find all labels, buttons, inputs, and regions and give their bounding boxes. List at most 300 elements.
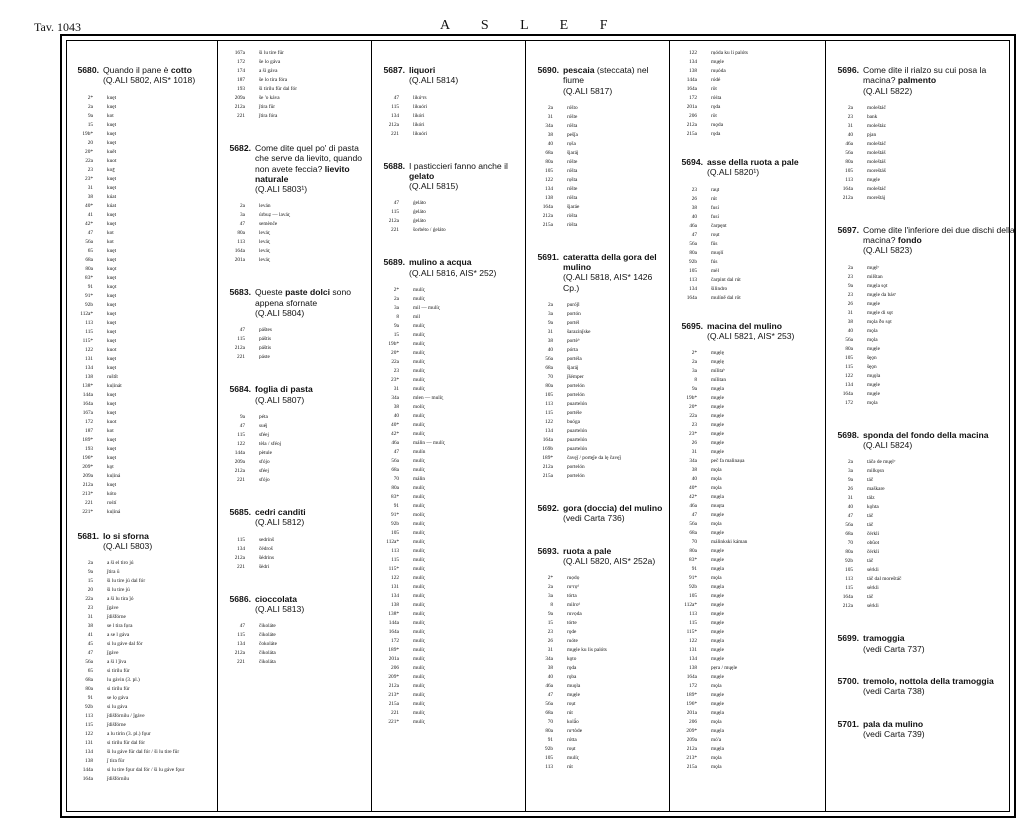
dialect-form: mųęla [711, 710, 724, 717]
dialect-form: suéj [259, 422, 268, 429]
response-row [67, 757, 215, 766]
point-number: 45 [87, 641, 93, 648]
column-divider [217, 41, 218, 811]
dialect-form: mųęle [711, 395, 724, 402]
response-list [219, 536, 369, 572]
point-number: 172 [845, 399, 853, 406]
response-row [671, 103, 823, 112]
response-row [671, 186, 823, 195]
response-row [67, 739, 215, 748]
dialect-form: mųęle [711, 548, 724, 555]
point-number: 189* [388, 647, 399, 654]
dialect-form: kuęt [107, 310, 117, 317]
response-row [373, 520, 523, 529]
response-row [373, 430, 523, 439]
response-row [67, 382, 215, 391]
point-number: 91 [547, 737, 553, 744]
dialect-form: si tirilu fúr [107, 686, 130, 693]
point-number: 15 [87, 121, 93, 128]
point-number: 22a [689, 413, 697, 420]
point-number: 92b [85, 301, 93, 308]
point-number: 122 [85, 731, 93, 738]
dialect-form: moleštáč [867, 140, 886, 147]
dialect-form: mųęle da básᵉ [867, 291, 897, 298]
response-row [671, 457, 823, 466]
entry-title: Queste paste dolci sono appena sfornate [255, 287, 352, 308]
point-number: 40 [691, 213, 697, 220]
dialect-form: kuot [107, 157, 117, 164]
response-row [373, 628, 523, 637]
response-row [671, 691, 823, 700]
response-row [67, 418, 215, 427]
point-number: 134 [85, 364, 93, 371]
point-number: 31 [847, 495, 853, 502]
entry-heading [671, 321, 823, 342]
entry-heading [373, 161, 523, 192]
dialect-form: šèdri [259, 563, 270, 570]
point-number: 122 [85, 346, 93, 353]
dialect-form: mųǫla [867, 372, 881, 379]
dialect-form: kuḷiná [107, 508, 121, 515]
point-number: 196* [686, 701, 697, 708]
response-row [373, 538, 523, 547]
point-number: 47 [547, 692, 553, 699]
dialect-form: mulír̨ [413, 602, 425, 609]
point-number: 40 [393, 413, 399, 420]
response-row [219, 631, 369, 640]
dialect-form: levár̨ [259, 239, 270, 246]
point-number: 9a [848, 282, 853, 289]
entry-heading [827, 430, 1017, 451]
response-row [219, 554, 369, 563]
map-entry [219, 507, 369, 594]
response-row [219, 112, 369, 121]
response-row [527, 619, 667, 628]
response-row [527, 212, 667, 221]
dialect-form: si tirilu fúr [107, 668, 130, 675]
response-row [219, 476, 369, 485]
point-number: 80a [545, 728, 553, 735]
dialect-form: mųęla [711, 386, 724, 393]
response-row [527, 364, 667, 373]
point-number: 91* [391, 512, 399, 519]
point-number: 42* [391, 431, 399, 438]
dialect-form: mulír̨ [413, 575, 425, 582]
dialect-form: mulír̨ [413, 683, 425, 690]
response-row [671, 94, 823, 103]
point-number: 221* [82, 508, 93, 515]
entry-number: 5683. [229, 287, 251, 298]
response-row [373, 217, 523, 226]
response-row [67, 157, 215, 166]
column-5 [671, 49, 823, 772]
dialect-form: páste [259, 354, 270, 361]
point-number: 113 [85, 713, 93, 720]
entry-title: foglia di pasta [255, 384, 313, 395]
column-divider [525, 41, 526, 811]
point-number: 115* [686, 629, 697, 636]
point-number: 23 [547, 629, 553, 636]
point-number: 9a [88, 569, 93, 576]
dialect-form: málin — mulír̨ [413, 440, 445, 447]
dialect-form: si lu gáva [107, 704, 128, 711]
dialect-form: kot [107, 427, 114, 434]
response-row [219, 344, 369, 353]
dialect-form: ruᵒrọᵈ [567, 584, 579, 591]
dialect-form: mulír̨ [413, 467, 425, 474]
response-row [827, 476, 1017, 485]
column-divider [669, 41, 670, 811]
entry-number: 5698. [837, 429, 859, 440]
response-row [827, 548, 1017, 557]
response-row [67, 400, 215, 409]
dialect-form: mulír̨ [413, 368, 425, 375]
dialect-form: tèla / sféoj [259, 440, 282, 447]
dialect-form: portelón [567, 392, 585, 399]
point-number: 2a [240, 203, 245, 210]
dialect-form: mǫla ðo sǫt [867, 318, 892, 325]
point-number: 83* [689, 557, 697, 564]
point-number: 34a [391, 395, 399, 402]
point-number: 26 [547, 638, 553, 645]
dialect-form: kóto [107, 490, 117, 497]
dialect-form: mulír̨ [413, 332, 425, 339]
response-list [373, 286, 523, 727]
response-row [67, 454, 215, 463]
response-row [373, 691, 523, 700]
entry-heading [671, 157, 823, 178]
point-number: 113 [85, 319, 93, 326]
response-row [527, 718, 667, 727]
point-number: 2* [393, 287, 399, 294]
dialect-form: ǰtira fóra [259, 113, 278, 119]
response-list [827, 264, 1017, 408]
response-row [527, 391, 667, 400]
point-number: 80a [391, 485, 399, 492]
dialect-form: kuęt [107, 409, 117, 416]
dialect-form: moleštáš [867, 158, 886, 165]
map-entry [827, 719, 1017, 740]
point-number: 212a [82, 481, 93, 488]
point-number: 23 [691, 186, 697, 193]
point-number: 115 [85, 722, 93, 729]
response-row [219, 229, 369, 238]
response-row [827, 149, 1017, 158]
point-number: 221 [391, 227, 399, 234]
response-row [67, 103, 215, 112]
response-row [527, 328, 667, 337]
dialect-form: ši lu tire für [259, 50, 284, 56]
point-number: 41 [87, 211, 93, 218]
response-row [67, 472, 215, 481]
response-list [219, 622, 369, 667]
point-number: 134 [689, 656, 697, 663]
point-number: 91 [393, 503, 399, 510]
dialect-form: mulír̨ [413, 377, 425, 384]
point-number: 9a [692, 386, 697, 393]
response-row [827, 131, 1017, 140]
dialect-form: mųęla [711, 494, 724, 501]
dialect-form: čarpint dal rút [711, 276, 741, 283]
response-list [827, 104, 1017, 203]
point-number: 47 [393, 200, 399, 207]
dialect-form: mǫla [711, 521, 722, 528]
dialect-form: mųęle [711, 512, 724, 519]
atlas-title: A S L E F [440, 18, 622, 33]
point-number: 15 [393, 332, 399, 339]
entry-heading [219, 594, 369, 615]
response-row [67, 721, 215, 730]
response-row [671, 67, 823, 76]
response-row [671, 130, 823, 139]
dialect-form: mulír̨ [413, 656, 425, 663]
point-number: 134 [845, 381, 853, 388]
map-entry [219, 49, 369, 143]
response-row [827, 291, 1017, 300]
response-list [527, 574, 667, 772]
response-row [527, 655, 667, 664]
point-number: 115 [391, 103, 399, 110]
dialect-form: kuęt [107, 256, 117, 263]
dialect-form: mulír̨ [413, 485, 425, 492]
dialect-form: mųęle [711, 692, 724, 699]
dialect-form: likúᵒrs [413, 94, 427, 101]
dialect-form: mųęle [711, 440, 724, 447]
dialect-form: portéle [567, 410, 582, 417]
dialect-form: mlen — mulír̨ [413, 395, 444, 402]
dialect-form: mųęle ku lis palóts [567, 647, 607, 654]
point-number: 212a [388, 683, 399, 690]
point-number: 144a [82, 391, 93, 398]
point-number: 215a [686, 131, 697, 137]
point-number: 215a [686, 764, 697, 771]
response-row [67, 481, 215, 490]
dialect-form: mǫla [867, 399, 878, 406]
point-number: 46a [391, 440, 399, 447]
response-row [671, 493, 823, 502]
point-number: 80a [845, 345, 853, 352]
dialect-form: čikoláte [259, 623, 276, 630]
response-row [373, 340, 523, 349]
response-row [67, 373, 215, 382]
dialect-form: rǫde [567, 629, 577, 636]
map-entry [827, 676, 1017, 719]
dialect-form: semènče [259, 221, 278, 228]
point-number: 40* [85, 202, 93, 209]
point-number: 8 [694, 377, 697, 384]
column-3 [373, 65, 523, 727]
response-row [827, 104, 1017, 113]
response-row [373, 403, 523, 412]
entry-reference: (Q.ALI 5803) [103, 540, 153, 551]
dialect-form: mil [413, 314, 421, 321]
response-row [373, 709, 523, 718]
entry-reference: (Q.ALI 5821, AIS* 253) [707, 330, 795, 341]
response-row [373, 94, 523, 103]
map-entry [827, 65, 1017, 225]
point-number: 42* [85, 220, 93, 227]
dialect-form: mǫla [711, 476, 722, 483]
point-number: 134 [545, 428, 553, 435]
point-number: 105 [689, 593, 697, 600]
dialect-form: kǫto [567, 656, 577, 663]
point-number: 105 [845, 567, 853, 574]
point-number: 112a* [386, 539, 399, 546]
dialect-form: páštes [259, 327, 272, 334]
dialect-form: mulír̨ [413, 620, 425, 627]
point-number: 172 [689, 95, 697, 101]
entry-reference: (Q.ALI 5822) [863, 85, 913, 96]
dialect-form: puartelón [567, 446, 588, 453]
dialect-form: ši lu tire jú [107, 587, 130, 594]
point-number: 22a [85, 157, 93, 164]
point-number: 164a [542, 203, 553, 210]
dialect-form: mulír̨ [413, 710, 425, 717]
dialect-form: mǫla [867, 336, 878, 343]
dialect-form: rọšta [567, 176, 578, 183]
dialect-form: molír̨ [413, 512, 425, 519]
dialect-form: kuęt [107, 220, 117, 227]
response-row [527, 583, 667, 592]
entry-reference: (Q.ALI 5816, AIS* 252) [409, 267, 497, 278]
point-number: 80a [237, 230, 245, 237]
dialect-form: mǫla [711, 575, 722, 582]
response-row [671, 475, 823, 484]
dialect-form: mųęlę [711, 359, 724, 366]
response-row [671, 736, 823, 745]
entry-reference: (vedi Carta 739) [863, 728, 925, 739]
response-row [67, 355, 215, 364]
entry-number: 5681. [77, 530, 99, 541]
map-entry [219, 143, 369, 287]
response-row [671, 664, 823, 673]
dialect-form: šjaráe [567, 203, 580, 210]
dialect-form: koꜫ [107, 166, 116, 173]
entry-number: 5693. [537, 545, 559, 556]
dialect-form: ǰdišfórne [107, 722, 126, 729]
point-number: 105 [545, 392, 553, 399]
dialect-form: mųęle [711, 611, 724, 618]
map-entry [219, 384, 369, 507]
response-row [373, 637, 523, 646]
dialect-form: mųęle di sǫt [867, 309, 893, 316]
response-row [67, 301, 215, 310]
dialect-form: kolǻo [567, 719, 579, 726]
entry-heading [527, 65, 667, 96]
response-row [671, 763, 823, 772]
point-number: 209* [686, 728, 697, 735]
dialect-form: kuęt [107, 391, 117, 398]
response-row [67, 604, 215, 613]
dialect-form: kuět [107, 148, 117, 155]
response-row [219, 49, 369, 58]
point-number: 31 [547, 113, 553, 120]
response-row [67, 559, 215, 568]
response-row [827, 273, 1017, 282]
dialect-form: ǰšémper [567, 374, 584, 381]
point-number: 70 [847, 540, 853, 547]
dialect-form: čikoláte [259, 632, 276, 639]
point-number: 68a [545, 149, 553, 156]
response-row [373, 103, 523, 112]
response-row [219, 94, 369, 103]
response-row [671, 484, 823, 493]
response-row [67, 694, 215, 703]
response-row [373, 457, 523, 466]
response-row [373, 700, 523, 709]
point-number: 2a [848, 104, 853, 111]
dialect-form: rǫda [711, 104, 721, 110]
response-row [67, 436, 215, 445]
point-number: 47 [393, 94, 399, 101]
point-number: 56a [545, 356, 553, 363]
entry-reference: (Q.ALI 5818, AIS* 1426 Cp.) [563, 272, 653, 293]
dialect-form: šjaráj [567, 149, 579, 156]
point-number: 9a [548, 611, 553, 618]
response-row [671, 240, 823, 249]
response-row [67, 247, 215, 256]
point-number: 167a [234, 50, 245, 56]
response-row [219, 413, 369, 422]
point-number: 206 [391, 665, 399, 672]
point-number: 19b* [82, 130, 93, 137]
point-number: 68a [85, 256, 93, 263]
point-number: 26 [847, 300, 853, 307]
response-row [827, 485, 1017, 494]
dialect-form: ǰtira für [259, 104, 276, 110]
response-row [827, 390, 1017, 399]
response-list [67, 559, 215, 784]
point-number: 23 [393, 368, 399, 375]
point-number: 2a [88, 103, 93, 110]
point-number: 113 [545, 764, 553, 771]
response-row [827, 185, 1017, 194]
dialect-form: mulír̨ [413, 629, 425, 636]
point-number: 113 [391, 548, 399, 555]
response-row [827, 458, 1017, 467]
entry-number: 5691. [537, 251, 559, 262]
dialect-form: mulír̨ [413, 521, 425, 528]
dialect-form: tórta [567, 593, 577, 600]
point-number: 31 [847, 309, 853, 316]
dialect-form: mèl [711, 267, 719, 274]
response-row [219, 422, 369, 431]
entry-title: gora (doccia) del mulino [563, 503, 663, 514]
entry-number: 5688. [383, 160, 405, 171]
response-row [67, 463, 215, 472]
entry-reference: (Q.ALI 5820, AIS* 252a) [563, 555, 656, 566]
dialect-form: portelón [567, 473, 585, 480]
entry-title: pescaia (steccata) nel fiume [563, 65, 649, 86]
dialect-form: kuęt [107, 130, 117, 137]
dialect-form: ši lu gáve für dal fór / ši lu tire für [107, 749, 180, 756]
entry-heading [373, 65, 523, 86]
dialect-form: fús [711, 258, 718, 265]
response-row [527, 610, 667, 619]
response-row [671, 700, 823, 709]
point-number: 22a [391, 359, 399, 366]
point-number: 212a [388, 121, 399, 128]
dialect-form: pešǰa [567, 131, 578, 138]
dialect-form: milroᵈ [567, 602, 581, 609]
response-row [373, 412, 523, 421]
dialect-form: kuęt [107, 94, 117, 101]
map-entry [671, 49, 823, 157]
dialect-form: sérkli [867, 585, 879, 592]
point-number: 105 [545, 755, 553, 762]
point-number: 115 [689, 620, 697, 627]
dialect-form: táč [867, 477, 874, 484]
